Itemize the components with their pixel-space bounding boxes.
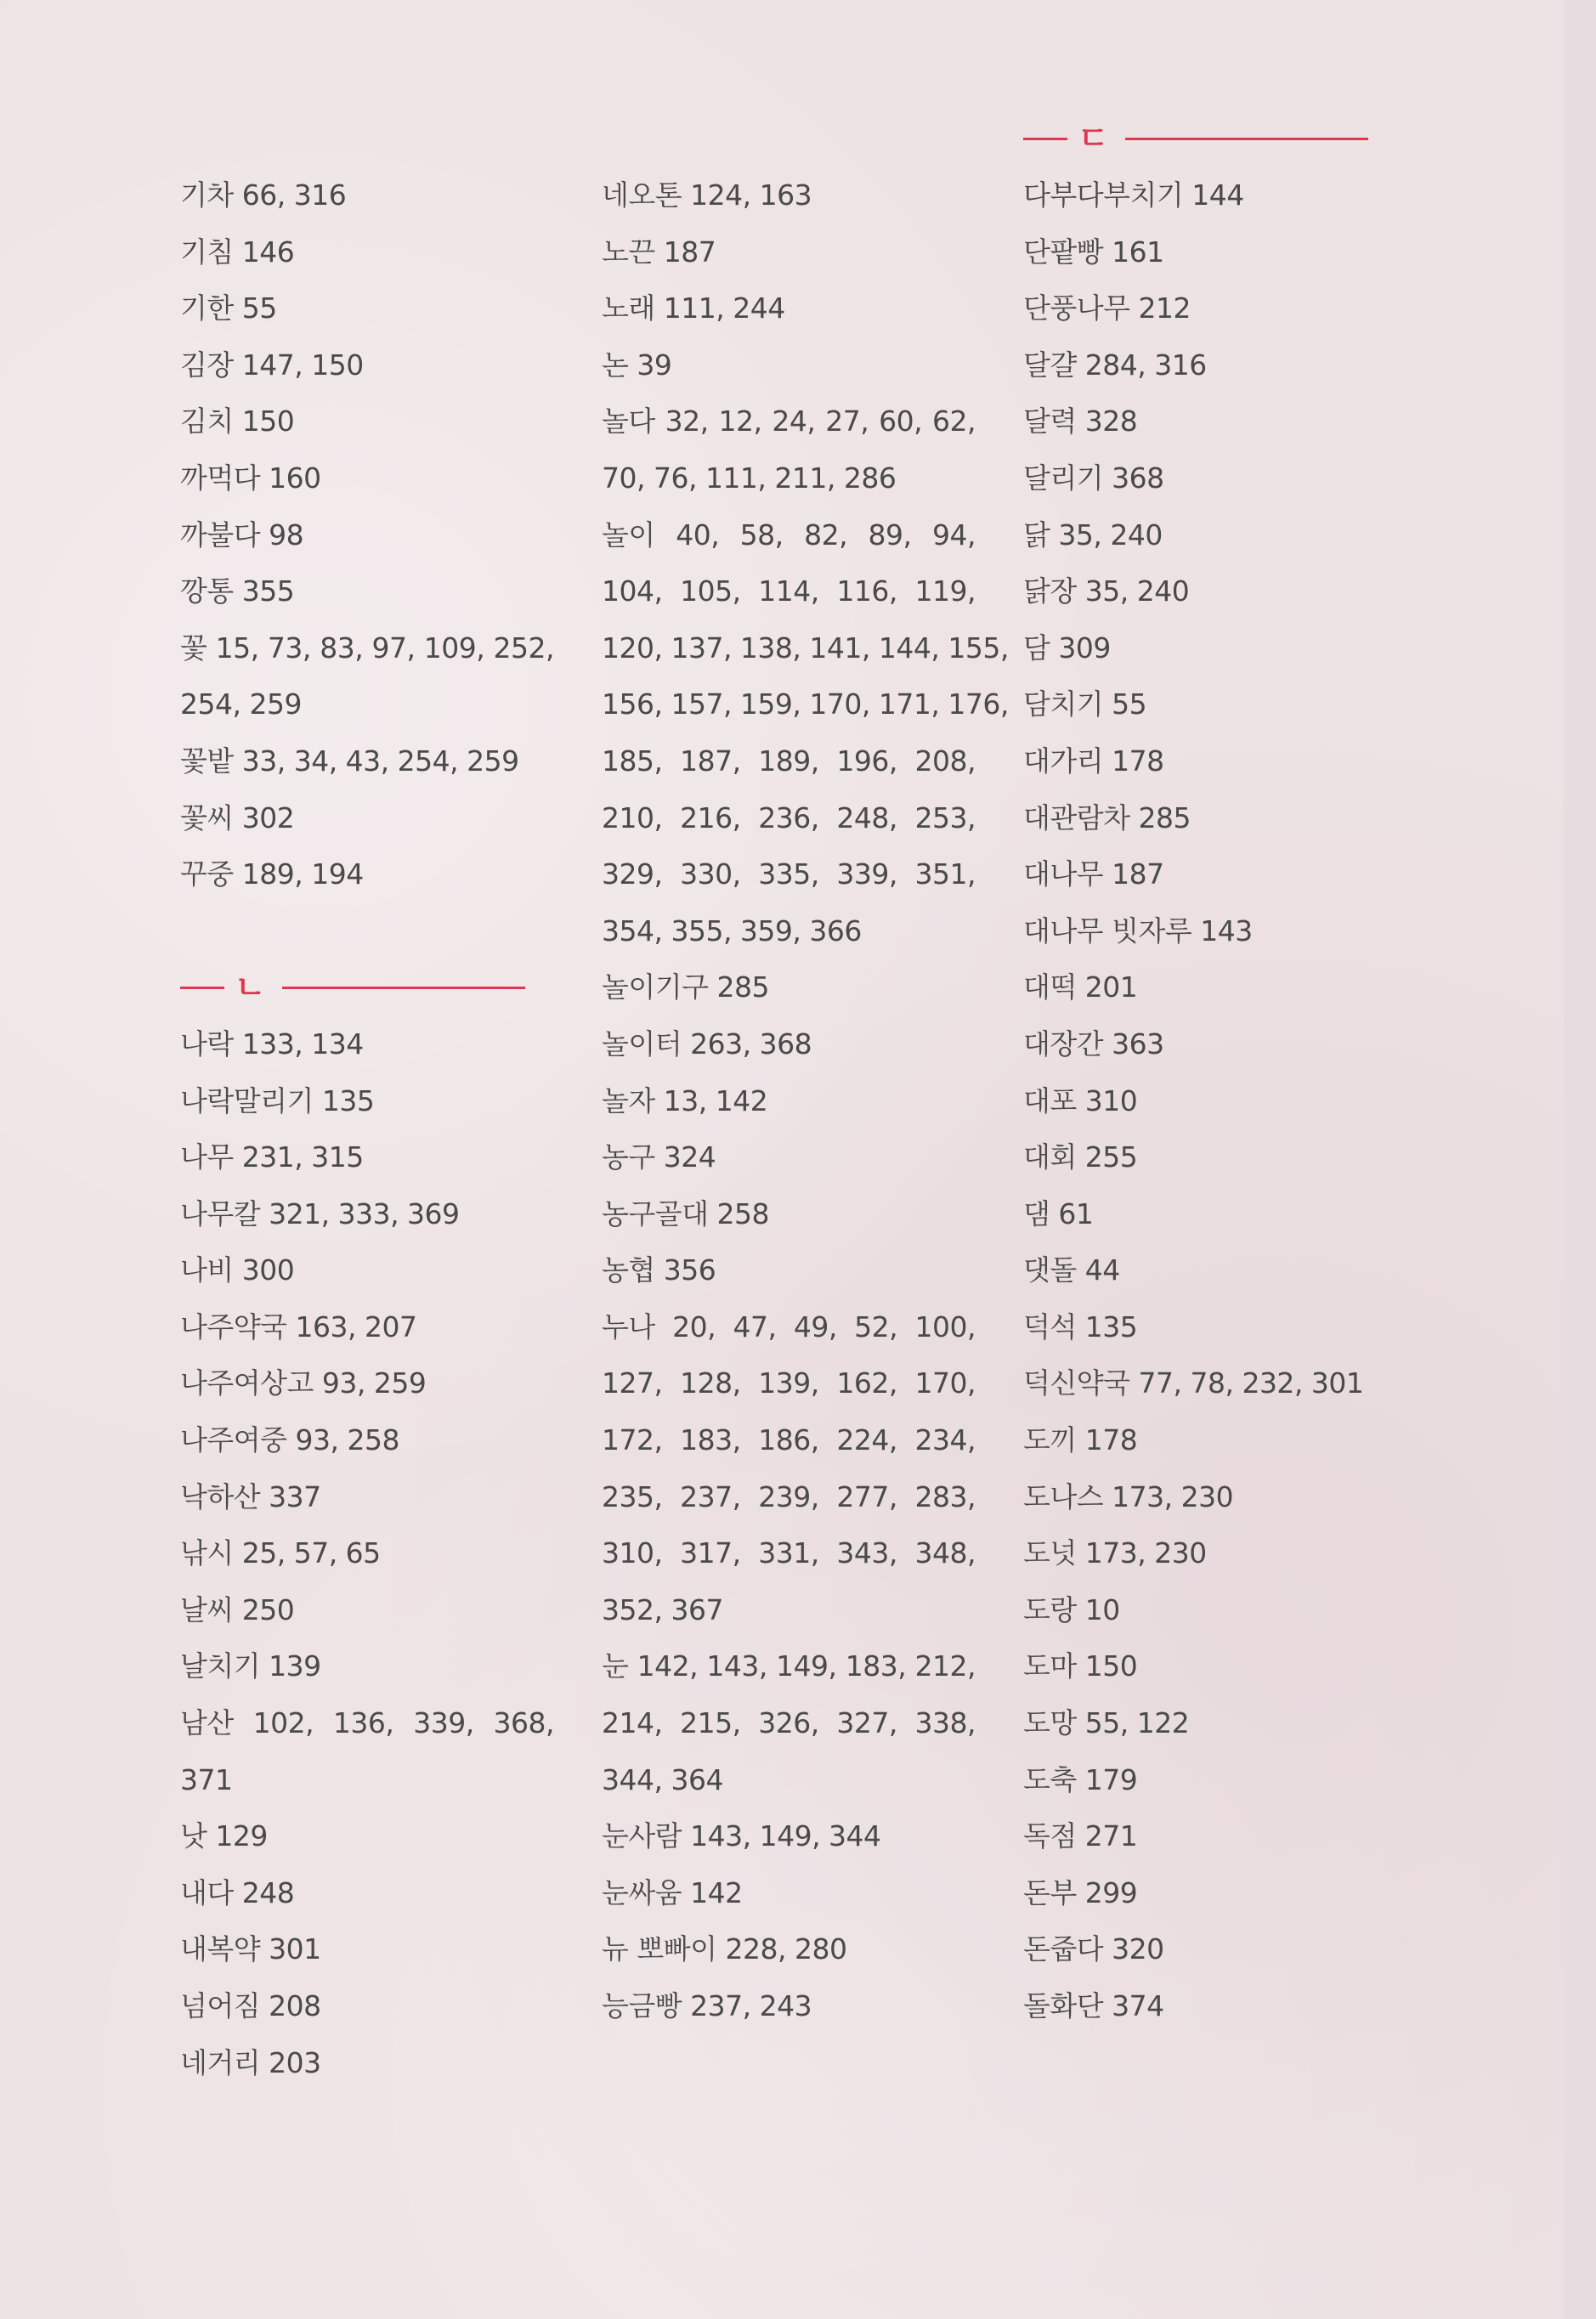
index-entry: 날씨 250 — [180, 1592, 295, 1626]
index-entry: 노끈 187 — [602, 235, 716, 269]
index-entry: 371 — [180, 1762, 233, 1796]
index-entry: 210, 216, 236, 248, 253, — [602, 800, 976, 834]
index-entry: 나락말리기 135 — [180, 1083, 375, 1117]
index-entry: 놀자 13, 142 — [602, 1083, 768, 1117]
index-entry: 185, 187, 189, 196, 208, — [602, 744, 976, 778]
section-letter: ㄴ — [235, 969, 266, 1007]
index-entry: 까먹다 160 — [180, 461, 321, 495]
index-entry: 낚시 25, 57, 65 — [180, 1536, 381, 1570]
index-column-3 — [1023, 120, 1397, 2035]
index-entry: 능금빵 237, 243 — [602, 1989, 812, 2022]
index-entry: 도망 55, 122 — [1023, 1706, 1190, 1740]
section-header-nieun — [180, 959, 554, 1016]
index-entry: 네오톤 124, 163 — [602, 178, 812, 212]
index-entry: 도넛 173, 230 — [1023, 1536, 1207, 1570]
index-entry: 대포 310 — [1023, 1083, 1138, 1117]
index-entry: 돌화단 374 — [1023, 1989, 1164, 2022]
index-entry: 도축 179 — [1023, 1762, 1138, 1796]
index-entry: 214, 215, 326, 327, 338, — [602, 1706, 976, 1740]
index-entry: 네거리 203 — [180, 2045, 321, 2079]
index-entry: 낫 129 — [180, 1819, 268, 1853]
section-divider-right — [282, 987, 525, 989]
index-entry: 덕신약국 77, 78, 232, 301 — [1023, 1366, 1364, 1400]
index-entry: 까불다 98 — [180, 518, 304, 551]
index-entry: 넘어짐 208 — [180, 1989, 321, 2022]
index-entry: 나락 133, 134 — [180, 1027, 364, 1061]
index-entry: 농협 356 — [602, 1253, 716, 1287]
index-entry: 대떡 201 — [1023, 970, 1138, 1004]
index-entry: 나무 231, 315 — [180, 1140, 364, 1174]
index-column-2 — [602, 167, 1009, 2035]
index-entry: 기한 55 — [180, 291, 277, 325]
index-entry: 눈 142, 143, 149, 183, 212, — [602, 1649, 976, 1683]
index-entry: 놀다 32, 12, 24, 27, 60, 62, — [602, 404, 976, 438]
index-entry: 235, 237, 239, 277, 283, — [602, 1479, 976, 1513]
index-entry: 도랑 10 — [1023, 1592, 1120, 1626]
index-entry: 댐 61 — [1023, 1196, 1094, 1230]
index-entry: 눈사람 143, 149, 344 — [602, 1819, 881, 1853]
index-entry: 놀이 40, 58, 82, 89, 94, — [602, 518, 976, 551]
index-entry: 누나 20, 47, 49, 52, 100, — [602, 1309, 976, 1343]
index-entry: 172, 183, 186, 224, 234, — [602, 1423, 976, 1457]
index-entry: 156, 157, 159, 170, 171, 176, — [602, 687, 1009, 721]
section-gap — [180, 903, 554, 960]
index-entry: 농구골대 258 — [602, 1196, 769, 1230]
index-entry: 나주약국 163, 207 — [180, 1309, 417, 1343]
section-divider-left — [1023, 138, 1067, 140]
index-entry: 닭장 35, 240 — [1023, 574, 1190, 608]
section-divider-left — [180, 987, 224, 989]
index-entry: 놀이터 263, 368 — [602, 1027, 812, 1061]
section-header-digeut — [1023, 110, 1397, 167]
section-letter: ㄷ — [1078, 120, 1109, 158]
index-entry: 104, 105, 114, 116, 119, — [602, 574, 976, 608]
index-entry: 놀이기구 285 — [602, 970, 769, 1004]
page-edge — [1564, 0, 1596, 2319]
index-entry: 352, 367 — [602, 1592, 723, 1626]
index-entry: 도나스 173, 230 — [1023, 1479, 1234, 1513]
index-entry: 돈부 299 — [1023, 1875, 1138, 1909]
index-entry: 달력 328 — [1023, 404, 1138, 438]
index-entry: 깡통 355 — [180, 574, 295, 608]
index-entry: 달걀 284, 316 — [1023, 348, 1207, 382]
index-entry: 꽃씨 302 — [180, 800, 295, 834]
index-entry: 논 39 — [602, 348, 672, 382]
index-entry: 기차 66, 316 — [180, 178, 347, 212]
index-entry: 내다 248 — [180, 1875, 295, 1909]
index-entry: 나비 300 — [180, 1253, 295, 1287]
index-entry: 120, 137, 138, 141, 144, 155, — [602, 631, 1009, 665]
index-entry: 꽃 15, 73, 83, 97, 109, 252, — [180, 631, 554, 665]
index-entry: 대가리 178 — [1023, 744, 1164, 778]
index-entry: 뉴 뽀빠이 228, 280 — [602, 1932, 847, 1966]
index-entry: 대나무 빗자루 143 — [1023, 913, 1253, 947]
index-entry: 나주여중 93, 258 — [180, 1423, 399, 1457]
section-divider-right — [1125, 138, 1368, 140]
index-entry: 낙하산 337 — [180, 1479, 321, 1513]
index-entry: 나무칼 321, 333, 369 — [180, 1196, 460, 1230]
index-entry: 댓돌 44 — [1023, 1253, 1120, 1287]
index-entry: 기침 146 — [180, 235, 295, 269]
index-entry: 310, 317, 331, 343, 348, — [602, 1536, 976, 1570]
index-entry: 덕석 135 — [1023, 1309, 1138, 1343]
index-entry: 내복약 301 — [180, 1932, 321, 1966]
index-entry: 담치기 55 — [1023, 687, 1147, 721]
index-entry: 날치기 139 — [180, 1649, 321, 1683]
index-column-1 — [180, 167, 554, 2091]
index-entry: 대장간 363 — [1023, 1027, 1164, 1061]
index-entry: 나주여상고 93, 259 — [180, 1366, 427, 1400]
index-entry: 다부다부치기 144 — [1023, 178, 1244, 212]
index-entry: 127, 128, 139, 162, 170, — [602, 1366, 976, 1400]
index-entry: 대나무 187 — [1023, 857, 1164, 891]
index-entry: 대관람차 285 — [1023, 800, 1191, 834]
index-entry: 354, 355, 359, 366 — [602, 913, 862, 947]
index-entry: 돈줍다 320 — [1023, 1932, 1164, 1966]
index-entry: 70, 76, 111, 211, 286 — [602, 461, 897, 495]
index-entry: 노래 111, 244 — [602, 291, 785, 325]
index-entry: 김치 150 — [180, 404, 295, 438]
index-entry: 눈싸움 142 — [602, 1875, 743, 1909]
index-entry: 남산 102, 136, 339, 368, — [180, 1706, 554, 1740]
index-entry: 닭 35, 240 — [1023, 518, 1163, 551]
index-entry: 254, 259 — [180, 687, 302, 721]
index-entry: 김장 147, 150 — [180, 348, 364, 382]
index-entry: 도마 150 — [1023, 1649, 1138, 1683]
index-entry: 329, 330, 335, 339, 351, — [602, 857, 976, 891]
index-entry: 농구 324 — [602, 1140, 716, 1174]
index-entry: 344, 364 — [602, 1762, 723, 1796]
index-entry: 단풍나무 212 — [1023, 291, 1191, 325]
index-entry: 도끼 178 — [1023, 1423, 1138, 1457]
index-entry: 꽃밭 33, 34, 43, 254, 259 — [180, 744, 519, 778]
index-entry: 꾸중 189, 194 — [180, 857, 364, 891]
index-entry: 달리기 368 — [1023, 461, 1164, 495]
index-entry: 대회 255 — [1023, 1140, 1138, 1174]
index-entry: 단팥빵 161 — [1023, 235, 1164, 269]
index-entry: 담 309 — [1023, 631, 1111, 665]
index-entry: 독점 271 — [1023, 1819, 1138, 1853]
